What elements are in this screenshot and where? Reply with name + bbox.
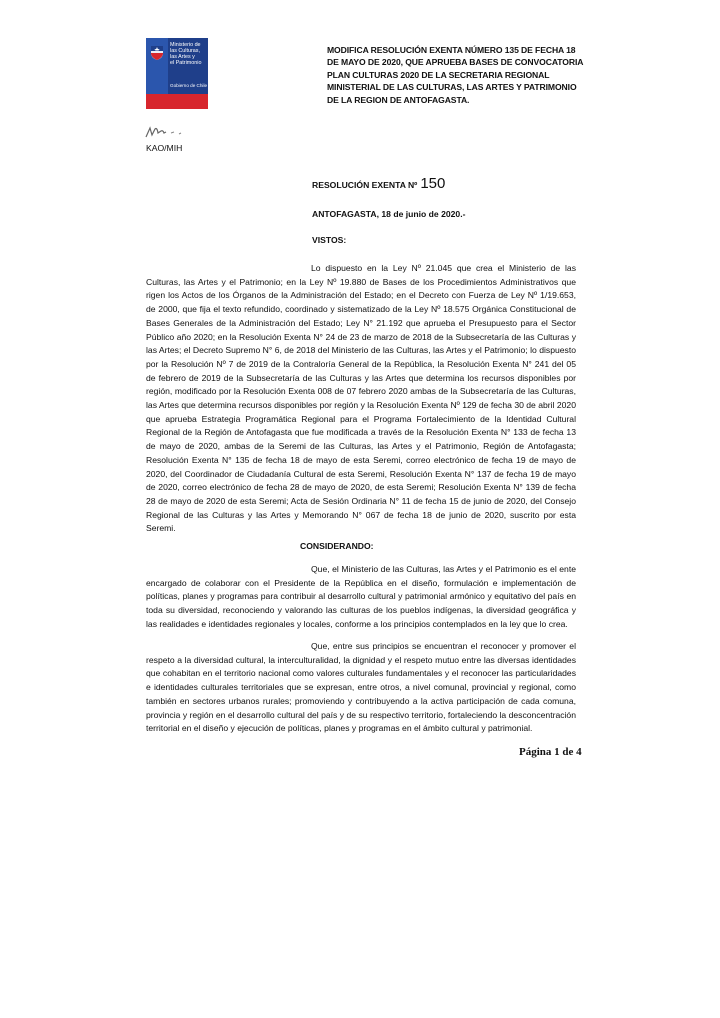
coat-of-arms-icon xyxy=(149,43,165,61)
considerando-paragraph-1: Que, el Ministerio de las Culturas, las Artes y el Patrimonio es el ente encargado de colaborar con el Presidente de la República en el diseño, formulación e implementación de políticas, planes y programas para contribuir al desarrollo cultural y patrimonial armónico y equitativo del país en toda su diversidad, reconociendo y valorando las culturas de los pueblos indígenas, la diversidad geográfica y las realidades e identidades regionales y locales, conforme a los principios contemplados en la ley que lo crea. xyxy=(146,564,576,629)
page-number: Página 1 de 4 xyxy=(519,746,582,758)
logo-ministry-text: Ministerio de las Culturas, las Artes y el Patrimonio xyxy=(170,42,202,66)
author-initials: KAO/MIH xyxy=(146,143,183,153)
signature-mark xyxy=(144,125,190,139)
resolution-label: RESOLUCIÓN EXENTA Nº xyxy=(312,180,418,190)
resolution-line xyxy=(312,175,445,192)
considerando-heading: CONSIDERANDO: xyxy=(300,541,374,551)
considerando-paragraph-2: Que, entre sus principios se encuentran el reconocer y promover el respeto a la diversidad cultural, la interculturalidad, la dignidad y el respeto mutuo entre las diversas identidades que cohabitan en el territorio nacional como valores culturales fundamentales y el reconocer las particularidades e identidades culturales territoriales que se expresan, entre otros, a nivel comunal, provincial y regional, como también en sectores urbanos rurales; promoviendo y contribuyendo a la activa participación de cada comuna, provincia y región en el desarrollo cultural del país y de su respectivo territorio, fortaleciendo la desconcentración territorial en el diseño y ejecución de políticas, planes y programas en el ámbito cultural y patrimonial. xyxy=(146,641,576,734)
resolution-number: 150 xyxy=(420,175,446,192)
vistos-paragraph: Lo dispuesto en la Ley Nº 21.045 que crea el Ministerio de las Culturas, las Artes y el Patrimonio; en la Ley Nº 19.880 de Bases de los Procedimientos Administrativos que rigen los Actos de los Órganos de la Administración del Estado; en el Decreto con Fuerza de Ley Nº 1/19.653, de 2000, que fija el texto refundido, coordinado y sistematizado de la Ley Nº 18.575 Orgánica Constitucional de Bases Generales de la Administración del Estado; Ley N° 21.192 que aprueba el Presupuesto para el Sector Público año 2020; en la Resolución Exenta N° 24 de 23 de marzo de 2018 de la Subsecretaría de las Culturas y las Artes; el Decreto Supremo N° 6, de 2018 del Ministerio de las Culturas, las Artes y el Patrimonio; lo dispuesto por la Resolución Nº 7 de 2019 de la Contraloría General de la República, la Resolución Exenta N° 241 del 05 de febrero de 2019 de la Subsecretaría de las Culturas y las Artes que determina los recursos disponibles por región, modificado por la Resolución Exenta 008 de 07 febrero 2020 ambas de la Subsecretaría de las Culturas, las Artes que determina recursos disponibles por región y la Resolución Exenta Nº 129 de fecha 30 de abril 2020 que aprueba Estrategia Programática Regional para el Programa Fortalecimiento de la Identidad Cultural Regional de la Región de Antofagasta que fue modificada a través de la Resolución Exenta N° 133 de fecha 13 de mayo de 2020, ambas de la Seremi de las Culturas, las Artes y el Patrimonio, Región de Antofagasta; Resolución Exenta N° 135 de fecha 18 de mayo de esta Seremi, correo electrónico de fecha 19 de mayo de 2020, del Coordinador de Ciudadanía Cultural de esta Seremi, Resolución Exenta N° 137 de fecha 19 de mayo de 2020, correo electrónico de fecha 28 de mayo de 2020, de esta Seremi; Resolución Exenta N° 139 de fecha 28 de mayo de 2020 de esta Seremi; Acta de Sesión Ordinaria N° 11 de fecha 15 de junio de 2020, del Consejo Regional de las Culturas y las Artes y Memorando N° 067 de fecha 18 de junio de 2020, suscrito por esta Seremi. xyxy=(146,263,576,534)
vistos-heading: VISTOS: xyxy=(312,235,347,245)
date-line: ANTOFAGASTA, 18 de junio de 2020.- xyxy=(312,209,466,219)
document-title: MODIFICA RESOLUCIÓN EXENTA NÚMERO 135 DE FECHA 18 DE MAYO DE 2020, QUE APRUEBA BASES DE CONVOCATORIA PLAN CULTURAS 2020 DE LA SECRETARIA REGIONAL MINISTERIAL DE LAS CULTURAS, LAS ARTES Y PATRIMONIO DE LA REGION DE ANTOFAGASTA. xyxy=(327,45,584,105)
logo-gobierno-text: Gobierno de Chile xyxy=(170,83,208,88)
ministry-logo xyxy=(146,38,208,109)
